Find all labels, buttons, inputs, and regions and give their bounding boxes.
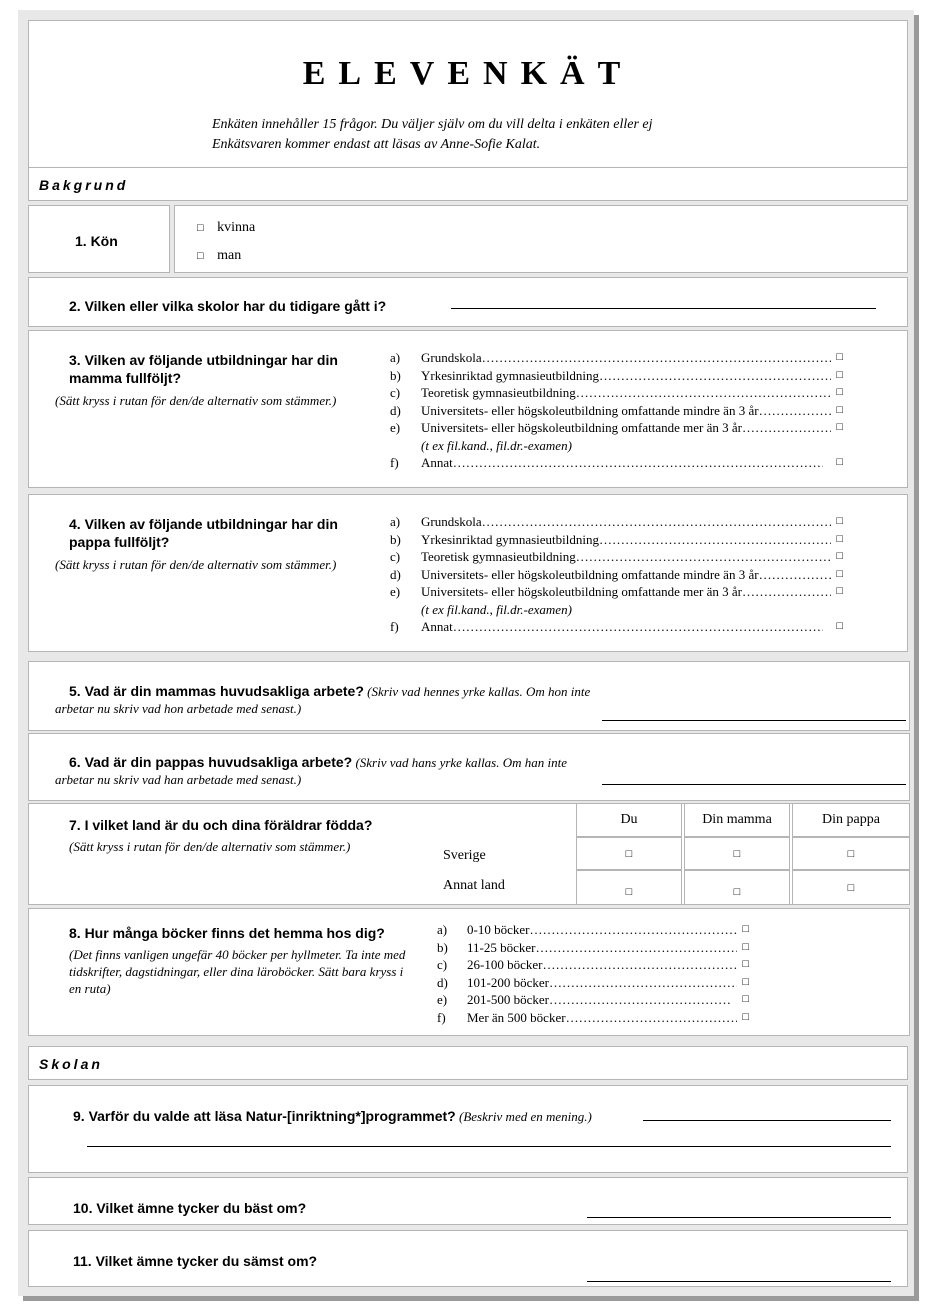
checkbox[interactable]: □ — [836, 567, 843, 580]
option-kvinna[interactable] — [197, 220, 255, 236]
question-6-hint: (Skriv vad hans yrke kallas. Om han inte arbetar nu skriv vad han arbetade med senast.) — [55, 755, 568, 787]
option-label: Universitets- eller högskoleutbildning omfattande mer än 3 år — [421, 584, 742, 599]
question-5-text — [55, 682, 595, 717]
question-1-options-box — [174, 205, 908, 273]
section-title: Skolan — [39, 1056, 103, 1072]
option-e-note — [390, 437, 843, 455]
question-2-box — [28, 277, 908, 327]
answer-line[interactable] — [587, 1217, 891, 1218]
survey-page — [18, 10, 914, 1296]
option-label: 201-500 böcker — [467, 992, 549, 1007]
option-label: Mer än 500 böcker — [467, 1009, 566, 1025]
option-letter: c) — [437, 957, 448, 972]
section-header-skolan — [28, 1046, 908, 1080]
option-f[interactable] — [390, 618, 843, 636]
section-title: Bakgrund — [39, 177, 129, 193]
question-7-label: 7. I vilket land är du och dina föräldrar födda? — [69, 817, 373, 833]
option-label: Grundskola — [421, 350, 482, 365]
option-b[interactable] — [437, 939, 749, 957]
checkbox[interactable]: □ — [836, 456, 843, 468]
checkbox[interactable]: □ — [836, 421, 843, 433]
option-label: Universitets- eller högskoleutbildning omfattande mindre än 3 år — [421, 566, 759, 582]
option-label: 101-200 böcker — [467, 974, 549, 990]
question-5-label: 5. Vad är din mammas huvudsakliga arbete? — [69, 683, 364, 699]
answer-line[interactable] — [451, 308, 876, 309]
option-a[interactable] — [437, 921, 749, 939]
option-label: Yrkesinriktad gymnasieutbildning — [421, 367, 600, 383]
checkbox[interactable]: □ — [742, 923, 749, 935]
answer-line-2[interactable] — [87, 1146, 891, 1147]
option-label: 0-10 böcker — [467, 922, 530, 937]
question-8-options — [437, 921, 749, 1026]
option-man[interactable] — [197, 248, 241, 264]
checkbox[interactable]: □ — [836, 585, 843, 597]
option-letter: d) — [437, 974, 448, 990]
question-6-box — [28, 733, 910, 801]
question-3-hint: (Sätt kryss i rutan för den/de alternativ som stämmer.) — [55, 393, 337, 408]
option-letter: a) — [437, 922, 448, 937]
option-b[interactable] — [390, 367, 843, 385]
option-c[interactable] — [390, 548, 843, 566]
option-a[interactable] — [390, 513, 843, 531]
option-letter: b) — [437, 939, 448, 955]
option-letter: d) — [390, 402, 401, 418]
question-9-label: 9. Varför du valde att läsa Natur-[inriktning*]programmet? — [73, 1108, 456, 1124]
option-c[interactable] — [390, 384, 843, 402]
checkbox-sverige-mamma[interactable]: □ — [684, 837, 790, 870]
question-4-options — [390, 513, 843, 636]
option-e[interactable] — [437, 991, 749, 1009]
section-header-bakgrund — [28, 167, 908, 201]
question-8-box — [28, 908, 910, 1036]
option-letter: e) — [437, 992, 448, 1007]
checkbox[interactable]: □ — [836, 532, 843, 545]
question-6-label: 6. Vad är din pappas huvudsakliga arbete? — [69, 754, 353, 770]
question-10-label: 10. Vilket ämne tycker du bäst om? — [73, 1200, 307, 1216]
checkbox-annat-land-pappa[interactable]: □ — [792, 870, 910, 905]
option-d[interactable] — [390, 566, 843, 584]
option-label: Annat — [421, 619, 453, 634]
option-c[interactable] — [437, 956, 749, 974]
checkbox[interactable]: □ — [742, 993, 749, 1005]
answer-line-1[interactable] — [643, 1120, 891, 1121]
header-box — [28, 20, 908, 170]
option-label: Teoretisk gymnasieutbildning — [421, 385, 576, 400]
option-label: Teoretisk gymnasieutbildning — [421, 549, 576, 564]
checkbox[interactable]: □ — [836, 368, 843, 381]
answer-line[interactable] — [602, 720, 906, 721]
checkbox[interactable]: □ — [197, 222, 204, 234]
question-11-box — [28, 1230, 908, 1287]
option-letter: b) — [390, 531, 401, 547]
option-f[interactable] — [390, 454, 843, 472]
checkbox[interactable]: □ — [836, 620, 843, 632]
checkbox-sverige-du[interactable]: □ — [576, 837, 682, 870]
option-letter — [390, 437, 421, 455]
row-label-annat-land: Annat land — [443, 878, 505, 893]
question-5-hint: (Skriv vad hennes yrke kallas. Om hon inte arbetar nu skriv vad hon arbetade med senast.) — [55, 684, 591, 716]
option-d[interactable] — [437, 974, 749, 992]
option-letter: f) — [390, 455, 399, 470]
option-letter: e) — [390, 420, 401, 435]
question-9-text — [73, 1107, 592, 1125]
option-a[interactable] — [390, 349, 843, 367]
intro-line-2: Enkätsvaren kommer endast att läsas av Anne-Sofie Kalat. — [212, 137, 541, 152]
question-4-hint: (Sätt kryss i rutan för den/de alternativ som stämmer.) — [55, 557, 337, 572]
option-letter: d) — [390, 566, 401, 582]
checkbox[interactable]: □ — [742, 975, 749, 988]
answer-line[interactable] — [587, 1281, 891, 1282]
question-3-label: 3. Vilken av följande utbildningar har din mamma fullföljt? — [69, 352, 338, 386]
question-5-box — [28, 661, 910, 731]
column-header-din-pappa: Din pappa — [792, 803, 910, 837]
question-6-text — [55, 753, 585, 788]
checkbox[interactable]: □ — [836, 386, 843, 398]
option-letter: a) — [390, 350, 401, 365]
option-label: kvinna — [217, 220, 256, 235]
question-9-hint: (Beskriv med en mening.) — [459, 1109, 592, 1124]
option-letter: b) — [390, 367, 401, 383]
option-letter: c) — [390, 549, 401, 564]
checkbox[interactable]: □ — [836, 403, 843, 416]
question-4-label: 4. Vilken av följande utbildningar har din pappa fullföljt? — [69, 516, 338, 550]
option-e[interactable] — [390, 419, 843, 437]
option-label: Universitets- eller högskoleutbildning omfattande mer än 3 år — [421, 420, 742, 435]
question-3-options — [390, 349, 843, 472]
checkbox[interactable]: □ — [742, 940, 749, 953]
option-label: Annat — [421, 455, 453, 470]
question-2-label: 2. Vilken eller vilka skolor har du tidigare gått i? — [69, 298, 387, 314]
question-9-box — [28, 1085, 908, 1173]
column-header-din-mamma: Din mamma — [684, 803, 790, 837]
question-8-label: 8. Hur många böcker finns det hemma hos dig? — [69, 925, 385, 941]
option-e[interactable] — [390, 583, 843, 601]
checkbox[interactable]: □ — [836, 515, 843, 527]
row-label-sverige: Sverige — [443, 848, 486, 863]
option-e-note — [390, 601, 843, 619]
option-d[interactable] — [390, 402, 843, 420]
page-title: ELEVENKÄT — [302, 55, 634, 92]
checkbox[interactable]: □ — [836, 351, 843, 363]
question-10-box — [28, 1177, 908, 1225]
checkbox[interactable]: □ — [836, 550, 843, 562]
option-letter: f) — [390, 619, 399, 634]
option-letter: e) — [390, 584, 401, 599]
answer-line[interactable] — [602, 784, 906, 785]
question-1-label-box — [28, 205, 170, 273]
question-4-box — [28, 494, 908, 652]
checkbox-annat-land-du[interactable]: □ — [576, 870, 682, 905]
checkbox-sverige-pappa[interactable]: □ — [792, 837, 910, 870]
option-label: 26-100 böcker — [467, 957, 543, 972]
intro-line-1: Enkäten innehåller 15 frågor. Du väljer själv om du vill delta i enkäten eller ej — [212, 117, 653, 132]
question-3-box — [28, 330, 908, 488]
question-8-hint: (Det finns vanligen ungefär 40 böcker per hyllmeter. Ta inte med tidskrifter, dagstidningar, eller dina läroböcker. Sätt bara kryss i en ruta) — [69, 947, 406, 996]
option-note: (t ex fil.kand., fil.dr.-examen) — [421, 601, 572, 617]
checkbox[interactable]: □ — [742, 1010, 749, 1023]
option-letter: c) — [390, 385, 401, 400]
option-f[interactable] — [437, 1009, 749, 1027]
option-label: Grundskola — [421, 514, 482, 529]
checkbox[interactable]: □ — [742, 958, 749, 970]
option-label: 11-25 böcker — [467, 939, 536, 955]
option-letter: f) — [437, 1009, 446, 1025]
option-letter: a) — [390, 514, 401, 529]
option-note: (t ex fil.kand., fil.dr.-examen) — [421, 437, 572, 453]
option-b[interactable] — [390, 531, 843, 549]
checkbox-annat-land-mamma[interactable]: □ — [684, 870, 790, 905]
option-letter — [390, 601, 421, 619]
option-label: Yrkesinriktad gymnasieutbildning — [421, 531, 600, 547]
question-1-label: 1. Kön — [75, 233, 118, 249]
option-label: Universitets- eller högskoleutbildning omfattande mindre än 3 år — [421, 402, 759, 418]
question-11-label: 11. Vilket ämne tycker du sämst om? — [73, 1253, 318, 1269]
column-header-du: Du — [576, 803, 682, 837]
question-7-hint: (Sätt kryss i rutan för den/de alternativ som stämmer.) — [69, 839, 351, 854]
option-label: man — [217, 248, 242, 263]
checkbox[interactable]: □ — [197, 250, 204, 262]
